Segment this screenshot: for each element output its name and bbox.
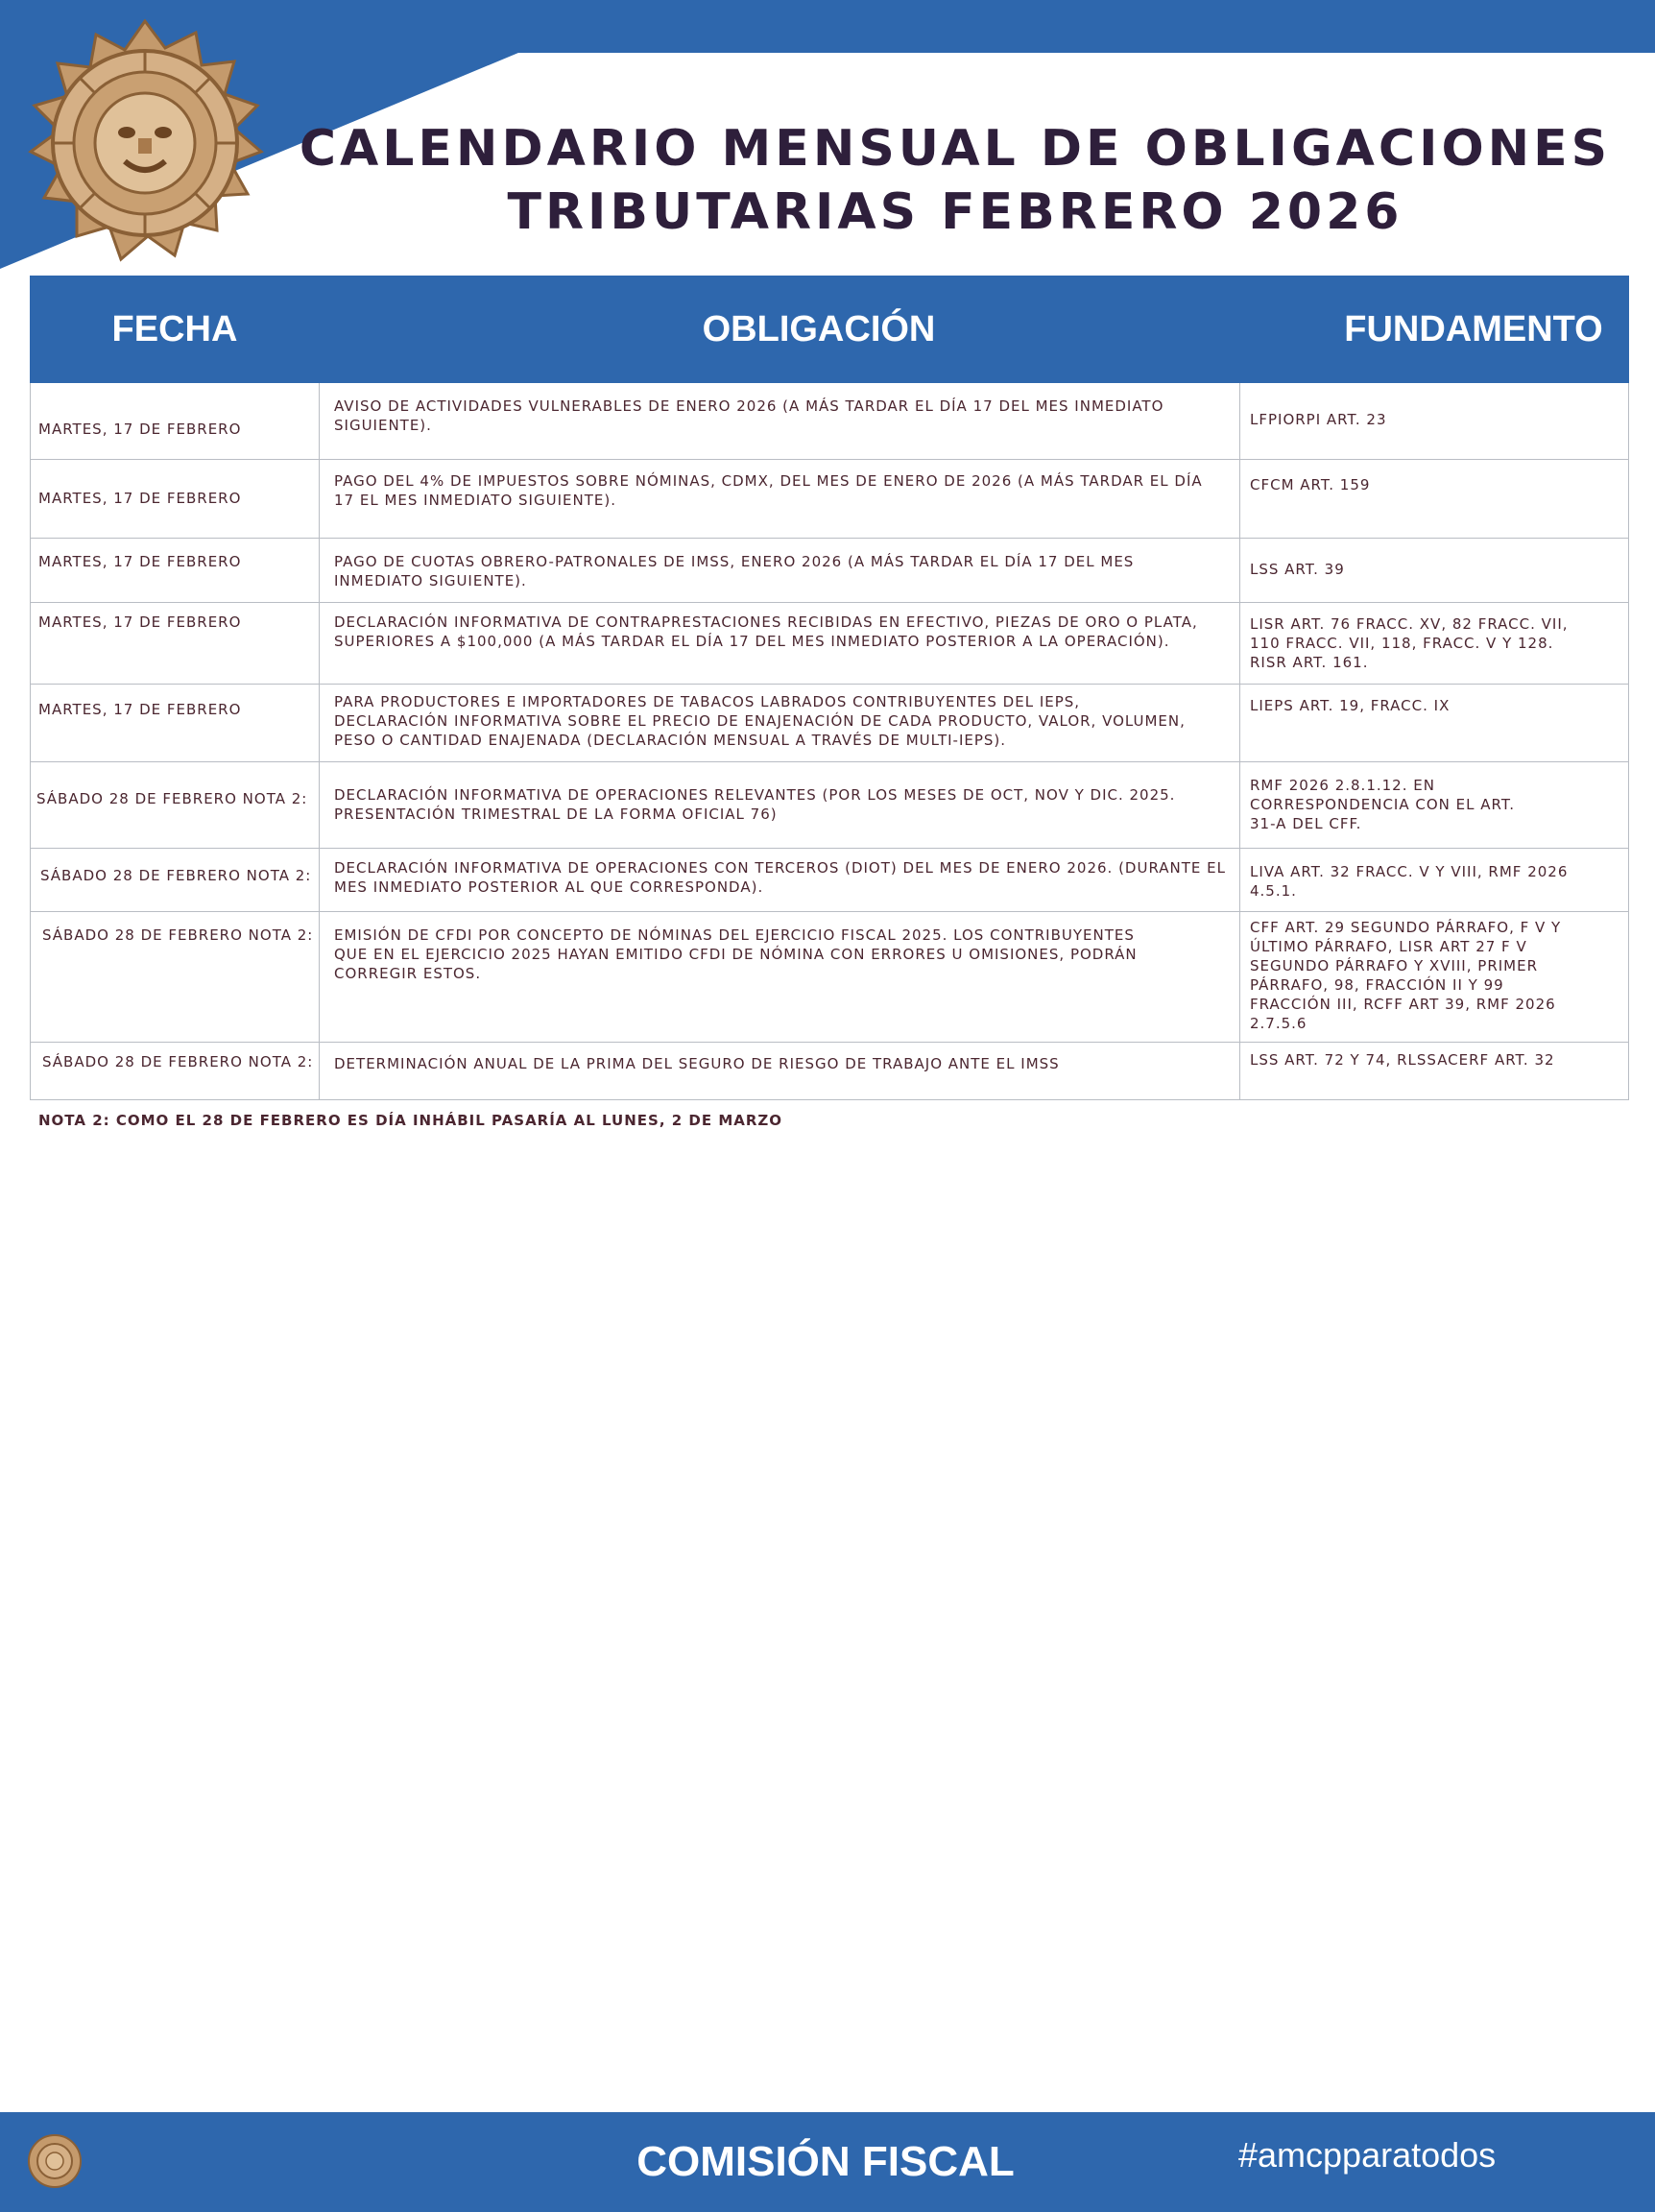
table-row <box>30 539 1629 603</box>
cell-obligacion <box>320 383 1240 459</box>
cell-obligacion <box>320 1043 1240 1099</box>
title-line-1: CALENDARIO MENSUAL DE OBLIGACIONES <box>299 120 1612 178</box>
fundamento-line: LSS ART. 39 <box>1250 561 1345 578</box>
fundamento-line: CORRESPONDENCIA CON EL ART. <box>1250 796 1515 813</box>
obligacion-line: DETERMINACIÓN ANUAL DE LA PRIMA DEL SEGURO DE RIESGO DE TRABAJO ANTE EL IMSS <box>334 1055 1060 1072</box>
table-row <box>30 762 1629 849</box>
cell-fundamento <box>1240 912 1628 1042</box>
obligacion-line: PRESENTACIÓN TRIMESTRAL DE LA FORMA OFICIAL 76) <box>334 805 778 823</box>
cell-obligacion <box>320 685 1240 761</box>
fundamento-line: ÚLTIMO PÁRRAFO, LISR ART 27 F V <box>1250 938 1527 955</box>
fundamento-line: RMF 2026 2.8.1.12. EN <box>1250 777 1435 794</box>
cell-obligacion <box>320 603 1240 684</box>
obligacion-line: DECLARACIÓN INFORMATIVA SOBRE EL PRECIO DE ENAJENACIÓN DE CADA PRODUCTO, VALOR, VOLUMEN, <box>334 712 1186 730</box>
cell-fecha: SÁBADO 28 DE FEBRERO NOTA 2: <box>31 849 320 911</box>
footer-title: COMISIÓN FISCAL <box>636 2138 1015 2185</box>
fundamento-line: LISR ART. 76 FRACC. XV, 82 FRACC. VII, <box>1250 615 1569 633</box>
fundamento-line: LFPIORPI ART. 23 <box>1250 411 1387 428</box>
obligacion-line: PAGO DE CUOTAS OBRERO-PATRONALES DE IMSS, ENERO 2026 (A MÁS TARDAR EL DÍA 17 DEL MES <box>334 553 1135 570</box>
obligacion-line: DECLARACIÓN INFORMATIVA DE OPERACIONES RELEVANTES (POR LOS MESES DE OCT, NOV Y DIC. 2025. <box>334 786 1176 804</box>
obligacion-line: DECLARACIÓN INFORMATIVA DE CONTRAPRESTACIONES RECIBIDAS EN EFECTIVO, PIEZAS DE ORO O PLATA, <box>334 613 1198 631</box>
table-row <box>30 685 1629 762</box>
table-header <box>30 276 1629 383</box>
table-row <box>30 912 1629 1043</box>
obligacion-line: QUE EN EL EJERCICIO 2025 HAYAN EMITIDO CFDI DE NÓMINA CON ERRORES U OMISIONES, PODRÁN <box>334 946 1138 963</box>
fundamento-line: 4.5.1. <box>1250 882 1297 900</box>
column-header-fundamento: FUNDAMENTO <box>1344 308 1603 349</box>
fundamento-line: CFF ART. 29 SEGUNDO PÁRRAFO, F V Y <box>1250 919 1562 936</box>
obligacion-line: PESO O CANTIDAD ENAJENADA (DECLARACIÓN MENSUAL A TRAVÉS DE MULTI-IEPS). <box>334 732 1007 749</box>
table-row <box>30 460 1629 539</box>
footnote: NOTA 2: COMO EL 28 DE FEBRERO ES DÍA INHÁBIL PASARÍA AL LUNES, 2 DE MARZO <box>38 1112 783 1129</box>
cell-fecha: MARTES, 17 DE FEBRERO <box>31 539 320 602</box>
table-row <box>30 849 1629 912</box>
cell-fecha: MARTES, 17 DE FEBRERO <box>31 603 320 684</box>
cell-fundamento <box>1240 1043 1628 1099</box>
fundamento-line: 2.7.5.6 <box>1250 1015 1307 1032</box>
obligacion-line: PAGO DEL 4% DE IMPUESTOS SOBRE NÓMINAS, CDMX, DEL MES DE ENERO DE 2026 (A MÁS TARDAR EL DÍA <box>334 472 1203 490</box>
fundamento-line: LSS ART. 72 Y 74, RLSSACERF ART. 32 <box>1250 1051 1555 1069</box>
fundamento-line: LIVA ART. 32 FRACC. V Y VIII, RMF 2026 <box>1250 863 1569 880</box>
fundamento-line: LIEPS ART. 19, FRACC. IX <box>1250 697 1451 714</box>
column-header-fecha: FECHA <box>111 308 238 349</box>
obligacion-line: DECLARACIÓN INFORMATIVA DE OPERACIONES CON TERCEROS (DIOT) DEL MES DE ENERO 2026. (DURANTE EL <box>334 859 1226 877</box>
table-row <box>30 603 1629 685</box>
obligacion-line: CORREGIR ESTOS. <box>334 965 482 982</box>
cell-fecha: SÁBADO 28 DE FEBRERO NOTA 2: <box>31 762 320 848</box>
obligacion-line: SIGUIENTE). <box>334 417 432 434</box>
obligacion-line: INMEDIATO SIGUIENTE). <box>334 572 527 589</box>
fundamento-line: 31-A DEL CFF. <box>1250 815 1362 832</box>
column-header-obligacion: OBLIGACIÓN <box>702 308 936 349</box>
cell-fundamento <box>1240 685 1628 761</box>
aztec-calendar-seal-icon <box>27 2133 83 2189</box>
obligacion-line: 17 EL MES INMEDIATO SIGUIENTE). <box>334 492 616 509</box>
fundamento-line: PÁRRAFO, 98, FRACCIÓN II Y 99 <box>1250 976 1504 994</box>
obligacion-line: SUPERIORES A $100,000 (A MÁS TARDAR EL DÍA 17 DEL MES INMEDIATO POSTERIOR A LA OPERACIÓN). <box>334 633 1170 650</box>
cell-fecha: MARTES, 17 DE FEBRERO <box>31 460 320 538</box>
table-row <box>30 383 1629 460</box>
fundamento-line: SEGUNDO PÁRRAFO Y XVIII, PRIMER <box>1250 957 1539 974</box>
fundamento-line: FRACCIÓN III, RCFF ART 39, RMF 2026 <box>1250 996 1556 1013</box>
cell-fundamento <box>1240 603 1628 684</box>
obligations-table <box>30 276 1629 1100</box>
cell-fecha: MARTES, 17 DE FEBRERO <box>31 685 320 761</box>
page-title <box>288 117 1622 244</box>
table-row <box>30 1043 1629 1100</box>
cell-fecha: SÁBADO 28 DE FEBRERO NOTA 2: <box>31 912 320 1042</box>
title-line-2: TRIBUTARIAS FEBRERO 2026 <box>507 183 1403 241</box>
fundamento-line: RISR ART. 161. <box>1250 654 1369 671</box>
cell-fundamento <box>1240 762 1628 848</box>
footer-bar <box>0 2112 1655 2212</box>
cell-fundamento <box>1240 383 1628 459</box>
obligacion-line: PARA PRODUCTORES E IMPORTADORES DE TABACOS LABRADOS CONTRIBUYENTES DEL IEPS, <box>334 693 1081 710</box>
cell-fundamento <box>1240 849 1628 911</box>
fundamento-line: 110 FRACC. VII, 118, FRACC. V Y 128. <box>1250 635 1554 652</box>
cell-fundamento <box>1240 460 1628 538</box>
cell-fecha: SÁBADO 28 DE FEBRERO NOTA 2: <box>31 1043 320 1099</box>
cell-fecha: MARTES, 17 DE FEBRERO <box>31 383 320 459</box>
cell-obligacion <box>320 460 1240 538</box>
obligacion-line: MES INMEDIATO POSTERIOR AL QUE CORRESPONDA). <box>334 878 764 896</box>
obligacion-line: EMISIÓN DE CFDI POR CONCEPTO DE NÓMINAS DEL EJERCICIO FISCAL 2025. LOS CONTRIBUYENTES <box>334 926 1135 944</box>
cell-obligacion <box>320 912 1240 1042</box>
cell-obligacion <box>320 539 1240 602</box>
cell-fundamento <box>1240 539 1628 602</box>
footer-hashtag: #amcpparatodos <box>1238 2135 1497 2175</box>
cell-obligacion <box>320 849 1240 911</box>
aztec-calendar-seal-icon <box>21 19 269 267</box>
fundamento-line: CFCM ART. 159 <box>1250 476 1371 493</box>
obligacion-line: AVISO DE ACTIVIDADES VULNERABLES DE ENERO 2026 (A MÁS TARDAR EL DÍA 17 DEL MES INMEDIATO <box>334 397 1164 415</box>
cell-obligacion <box>320 762 1240 848</box>
